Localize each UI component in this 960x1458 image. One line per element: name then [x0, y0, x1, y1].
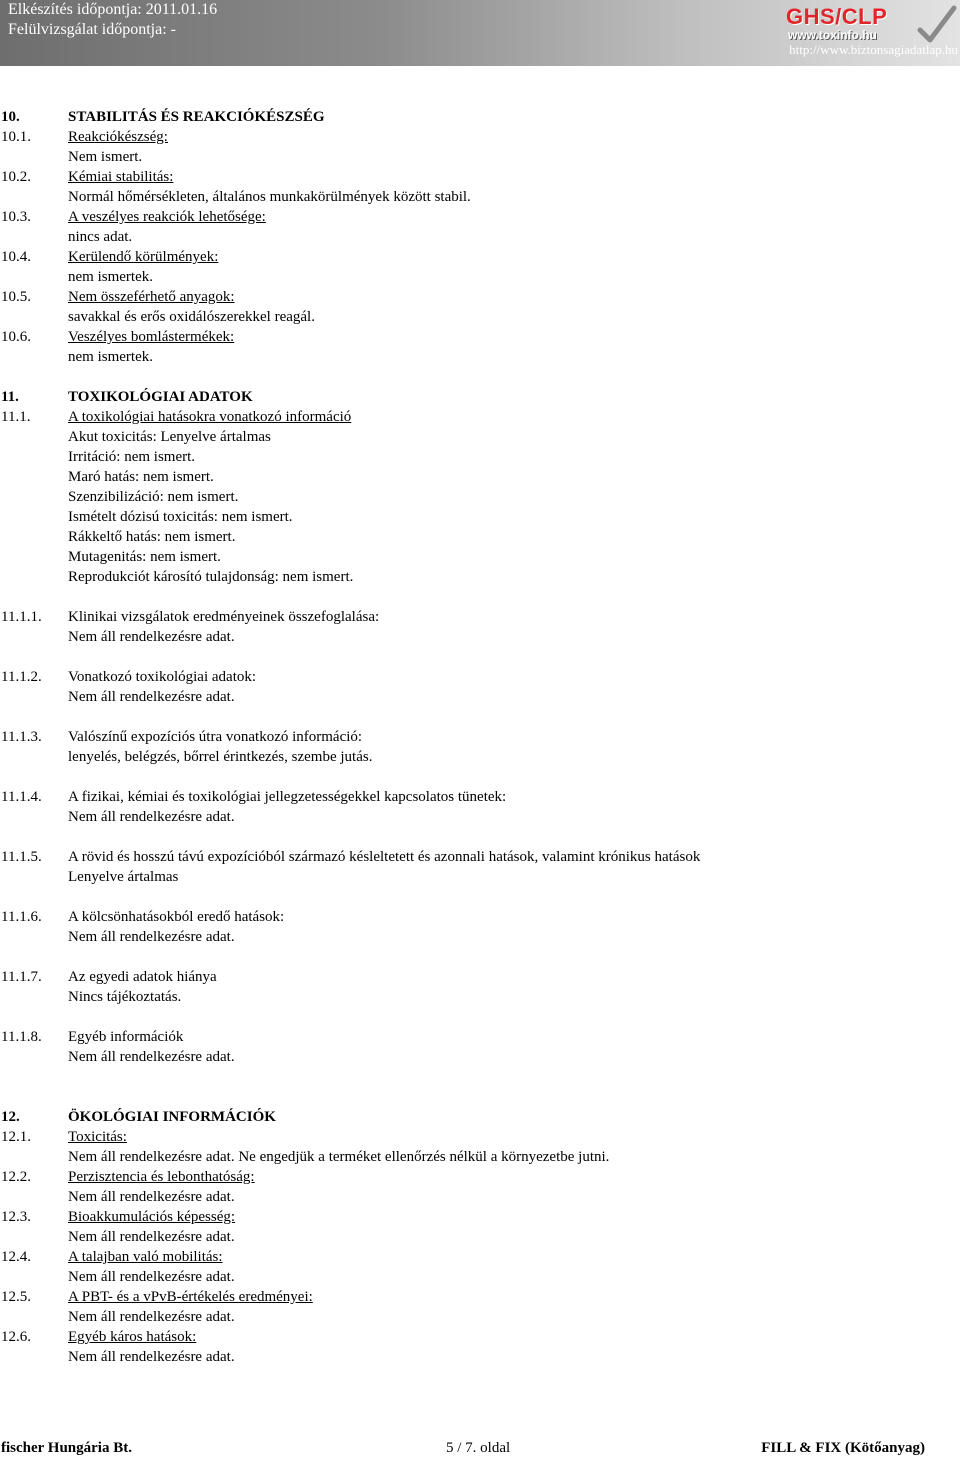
subsection-number: 11.1.7.: [1, 969, 42, 985]
subsection-value-row: [0, 687, 960, 707]
subsection-label: A fizikai, kémiai és toxikológiai jellegzetességekkel kapcsolatos tünetek:: [68, 789, 507, 805]
subsection-row: [0, 1207, 960, 1227]
info-line: Ismételt dózisú toxicitás: nem ismert.: [68, 509, 293, 525]
ghs-clp-logo: [786, 4, 956, 44]
subsection-label: A veszélyes reakciók lehetősége:: [68, 209, 266, 225]
subsection-number: 11.1.4.: [1, 789, 42, 805]
info-line: Maró hatás: nem ismert.: [68, 469, 214, 485]
subsection-label: A rövid és hosszú távú expozícióból származó késleltetett és azonnali hatások, valamint krónikus hatások: [68, 849, 701, 865]
subsection-value-row: [0, 1187, 960, 1207]
subsection-label: Kémiai stabilitás:: [68, 169, 174, 185]
subsection-label: Vonatkozó toxikológiai adatok:: [68, 669, 257, 685]
logo-text: GHS/CLP: [786, 4, 888, 29]
subsection-value-row: [0, 307, 960, 327]
document-body: [0, 107, 960, 1367]
subsection-row: [0, 407, 960, 427]
subsection-number: 11.1.: [1, 409, 31, 425]
spacer: [0, 647, 960, 667]
subsection-value: Nem áll rendelkezésre adat.: [68, 929, 235, 945]
subsection-value-row: [0, 627, 960, 647]
subsection-number: 11.1.5.: [1, 849, 42, 865]
subsection-number: 12.4.: [1, 1249, 31, 1265]
subsection-value-row: [0, 1307, 960, 1327]
subsection-number: 10.6.: [1, 329, 31, 345]
subsection-row: [0, 1127, 960, 1147]
subsection-value-row: [0, 987, 960, 1007]
subsection-value-row: [0, 1147, 960, 1167]
subsection-number: 12.5.: [1, 1289, 31, 1305]
info-line-row: [0, 467, 960, 487]
section-title: TOXIKOLÓGIAI ADATOK: [68, 389, 253, 405]
subsection-number: 11.1.8.: [1, 1029, 42, 1045]
info-line-row: [0, 447, 960, 467]
company-name: fischer Hungária Bt.: [1, 1440, 132, 1456]
subsection-value: Normál hőmérsékleten, általános munkakörülmények között stabil.: [68, 189, 471, 205]
section-title: STABILITÁS ÉS REAKCIÓKÉSZSÉG: [68, 109, 325, 125]
subsection-row: [0, 607, 960, 627]
info-line: Irritáció: nem ismert.: [68, 449, 196, 465]
subsection-value: Nem áll rendelkezésre adat.: [68, 809, 235, 825]
subsection-value-row: [0, 1267, 960, 1287]
info-line-row: [0, 507, 960, 527]
subsection-label: Klinikai vizsgálatok eredményeinek összefoglalása:: [68, 609, 380, 625]
spacer: [0, 887, 960, 907]
subsection-number: 12.6.: [1, 1329, 31, 1345]
subsection-number: 12.2.: [1, 1169, 31, 1185]
subsection-number: 10.4.: [1, 249, 31, 265]
document-footer: [0, 1438, 960, 1458]
subsection-row: [0, 287, 960, 307]
subsection-row: [0, 1167, 960, 1187]
subsection-label: Kerülendő körülmények:: [68, 249, 219, 265]
section-title: ÖKOLÓGIAI INFORMÁCIÓK: [68, 1109, 276, 1125]
subsection-value: Nem ismert.: [68, 149, 143, 165]
subsection-number: 10.3.: [1, 209, 31, 225]
info-line: Mutagenitás: nem ismert.: [68, 549, 221, 565]
subsection-row: [0, 167, 960, 187]
spacer: [0, 1087, 960, 1107]
subsection-value: Nincs tájékoztatás.: [68, 989, 182, 1005]
info-line-row: [0, 487, 960, 507]
document-header: [0, 0, 960, 66]
subsection-row: [0, 207, 960, 227]
subsection-number: 11.1.2.: [1, 669, 42, 685]
section-heading: [0, 1107, 960, 1127]
spacer: [0, 1007, 960, 1027]
spacer: [0, 707, 960, 727]
subsection-value-row: [0, 747, 960, 767]
info-line-row: [0, 567, 960, 587]
subsection-value-row: [0, 267, 960, 287]
subsection-label: Az egyedi adatok hiánya: [68, 969, 217, 985]
subsection-row: [0, 127, 960, 147]
revision-date: Felülvizsgálat időpontja: -: [8, 21, 176, 38]
section-heading: [0, 107, 960, 127]
subsection-label: Perzisztencia és lebonthatóság:: [68, 1169, 255, 1185]
subsection-label: A PBT- és a vPvB-értékelés eredményei:: [68, 1289, 313, 1305]
info-line: Szenzibilizáció: nem ismert.: [68, 489, 239, 505]
subsection-row: [0, 1247, 960, 1267]
subsection-value-row: [0, 927, 960, 947]
subsection-value-row: [0, 147, 960, 167]
subsection-value-row: [0, 1227, 960, 1247]
subsection-value-row: [0, 227, 960, 247]
subsection-value: savakkal és erős oxidálószerekkel reagál.: [68, 309, 315, 325]
spacer: [0, 947, 960, 967]
subsection-value: Nem áll rendelkezésre adat.: [68, 1309, 235, 1325]
website-url[interactable]: http://www.biztonsagiadatlap.hu: [789, 42, 958, 57]
subsection-row: [0, 727, 960, 747]
subsection-row: [0, 667, 960, 687]
subsection-number: 11.1.3.: [1, 729, 42, 745]
spacer: [0, 827, 960, 847]
subsection-value: Nem áll rendelkezésre adat.: [68, 1229, 235, 1245]
page-number: 5 / 7. oldal: [446, 1440, 511, 1456]
subsection-value: Nem áll rendelkezésre adat.: [68, 629, 235, 645]
info-line: Reprodukciót károsító tulajdonság: nem ismert.: [68, 569, 354, 585]
subsection-row: [0, 907, 960, 927]
subsection-label: Toxicitás:: [68, 1129, 127, 1145]
subsection-number: 10.2.: [1, 169, 31, 185]
created-date: Elkészítés időpontja: 2011.01.16: [8, 1, 218, 18]
subsection-label: A talajban való mobilitás:: [68, 1249, 223, 1265]
spacer: [0, 587, 960, 607]
subsection-value: lenyelés, belégzés, bőrrel érintkezés, szembe jutás.: [68, 749, 373, 765]
section-number: 12.: [1, 1109, 20, 1125]
subsection-label: Nem összeférhető anyagok:: [68, 289, 235, 305]
logo-subtext: www.toxinfo.hu: [788, 28, 877, 42]
info-line-row: [0, 527, 960, 547]
subsection-row: [0, 327, 960, 347]
subsection-number: 12.3.: [1, 1209, 31, 1225]
subsection-number: 12.1.: [1, 1129, 31, 1145]
product-name: FILL & FIX (Kötőanyag): [761, 1440, 925, 1456]
subsection-number: 11.1.6.: [1, 909, 42, 925]
subsection-row: [0, 847, 960, 867]
subsection-row: [0, 1287, 960, 1307]
subsection-row: [0, 967, 960, 987]
subsection-value: Nem áll rendelkezésre adat. Ne engedjük a terméket ellenőrzés nélkül a környezetbe jutni.: [68, 1149, 610, 1165]
subsection-number: 11.1.1.: [1, 609, 42, 625]
spacer: [0, 367, 960, 387]
subsection-label: Bioakkumulációs képesség:: [68, 1209, 236, 1225]
subsection-number: 10.5.: [1, 289, 31, 305]
info-line-row: [0, 427, 960, 447]
subsection-value-row: [0, 1347, 960, 1367]
subsection-label: Reakciókészség:: [68, 129, 168, 145]
subsection-value: Nem áll rendelkezésre adat.: [68, 1269, 235, 1285]
subsection-label: Egyéb káros hatások:: [68, 1329, 197, 1345]
section-number: 10.: [1, 109, 20, 125]
subsection-value: nem ismertek.: [68, 269, 153, 285]
checkmark-icon: [914, 4, 958, 46]
section-heading: [0, 387, 960, 407]
subsection-value: nincs adat.: [68, 229, 133, 245]
subsection-number: 10.1.: [1, 129, 31, 145]
subsection-value-row: [0, 1047, 960, 1067]
subsection-value-row: [0, 347, 960, 367]
spacer: [0, 767, 960, 787]
subsection-value: Nem áll rendelkezésre adat.: [68, 1049, 235, 1065]
subsection-value: Nem áll rendelkezésre adat.: [68, 689, 235, 705]
subsection-value-row: [0, 187, 960, 207]
subsection-value: Lenyelve ártalmas: [68, 869, 179, 885]
subsection-value-row: [0, 807, 960, 827]
info-line: Akut toxicitás: Lenyelve ártalmas: [68, 429, 271, 445]
subsection-row: [0, 1027, 960, 1047]
info-line-row: [0, 547, 960, 567]
subsection-label: Egyéb információk: [68, 1029, 184, 1045]
subsection-value: nem ismertek.: [68, 349, 153, 365]
subsection-row: [0, 1327, 960, 1347]
subsection-label: A toxikológiai hatásokra vonatkozó információ: [68, 409, 352, 425]
spacer: [0, 1067, 960, 1087]
subsection-value-row: [0, 867, 960, 887]
subsection-row: [0, 247, 960, 267]
subsection-row: [0, 787, 960, 807]
subsection-value: Nem áll rendelkezésre adat.: [68, 1349, 235, 1365]
subsection-label: Valószínű expozíciós útra vonatkozó információ:: [68, 729, 363, 745]
subsection-label: Veszélyes bomlástermékek:: [68, 329, 235, 345]
subsection-value: Nem áll rendelkezésre adat.: [68, 1189, 235, 1205]
subsection-label: A kölcsönhatásokból eredő hatások:: [68, 909, 285, 925]
info-line: Rákkeltő hatás: nem ismert.: [68, 529, 236, 545]
section-number: 11.: [1, 389, 19, 405]
